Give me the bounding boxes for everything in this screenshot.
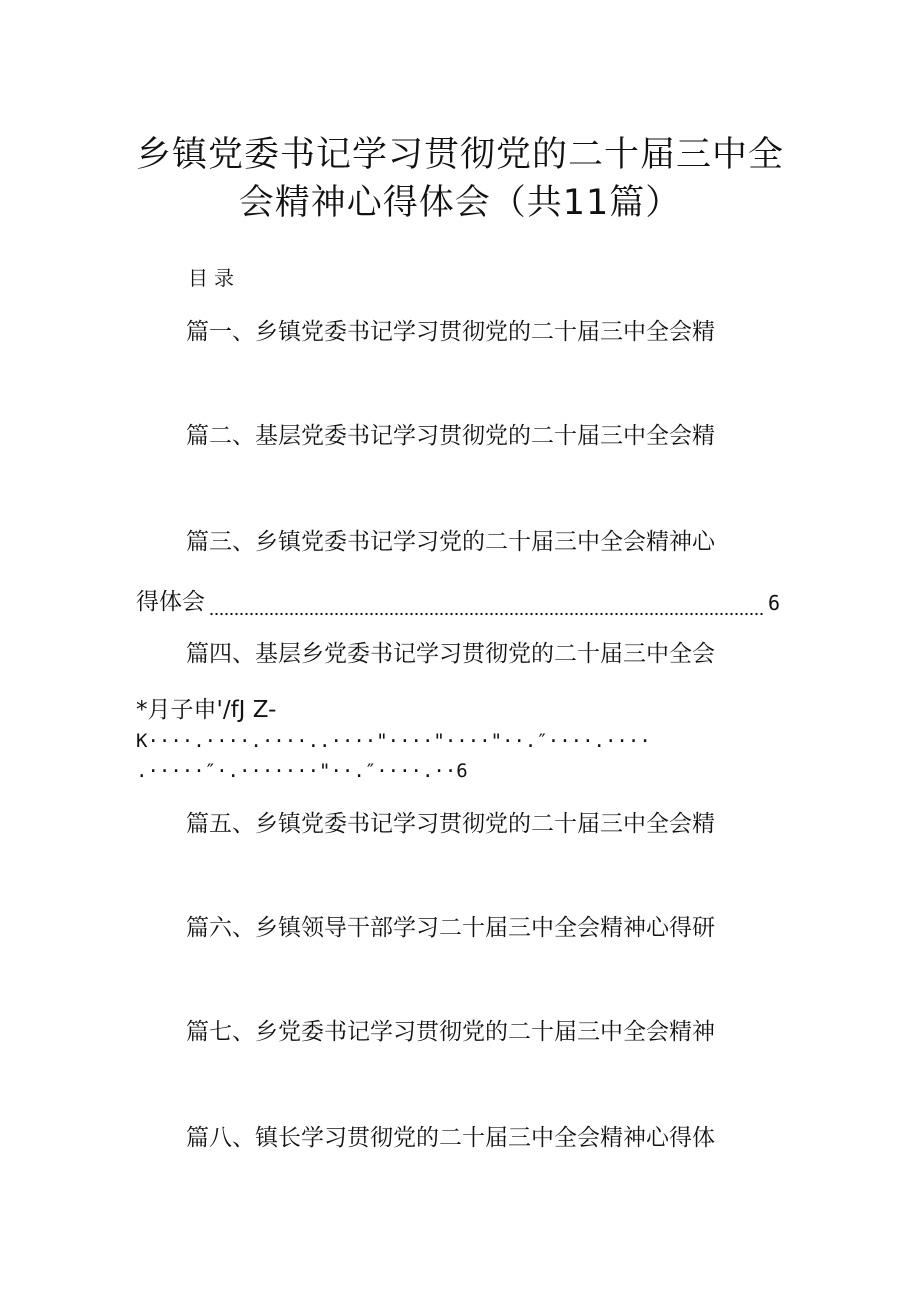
toc-heading: 目录 bbox=[188, 266, 240, 290]
toc-entry-4-garbled-line-2: K····.····.····..····"····"····"··.″····.···· bbox=[136, 730, 651, 752]
document-title-line-1: 乡镇党委书记学习贯彻党的二十届三中全 bbox=[135, 135, 784, 175]
dot-leader bbox=[209, 592, 764, 616]
toc-entry-5: 篇五、乡镇党委书记学习贯彻党的二十届三中全会精 bbox=[186, 811, 715, 837]
toc-entry-8: 篇八、镇长学习贯彻党的二十届三中全会精神心得体 bbox=[186, 1125, 715, 1151]
document-title-line-2: 会精神心得体会（共11篇） bbox=[238, 183, 682, 223]
toc-entry-3: 篇三、乡镇党委书记学习党的二十届三中全会精神心 bbox=[186, 529, 715, 555]
toc-entry-6: 篇六、乡镇领导干部学习二十届三中全会精神心得研 bbox=[186, 915, 715, 941]
toc-entry-3-continuation bbox=[136, 588, 780, 616]
toc-entry-4-garbled-line-3: .·····″·.·······"··.″····.··6 bbox=[136, 760, 468, 782]
toc-entry-4: 篇四、基层乡党委书记学习贯彻党的二十届三中全会 bbox=[186, 641, 715, 667]
toc-entry-1: 篇一、乡镇党委书记学习贯彻党的二十届三中全会精 bbox=[186, 319, 715, 345]
toc-entry-7: 篇七、乡党委书记学习贯彻党的二十届三中全会精神 bbox=[186, 1019, 715, 1045]
toc-entry-2: 篇二、基层党委书记学习贯彻党的二十届三中全会精 bbox=[186, 423, 715, 449]
toc-entry-3-page-number: 6 bbox=[767, 591, 780, 615]
toc-entry-3-continuation-text: 得体会 bbox=[136, 589, 205, 615]
toc-entry-4-garbled-line-1: *月子申'/fJ Z- bbox=[136, 697, 277, 723]
